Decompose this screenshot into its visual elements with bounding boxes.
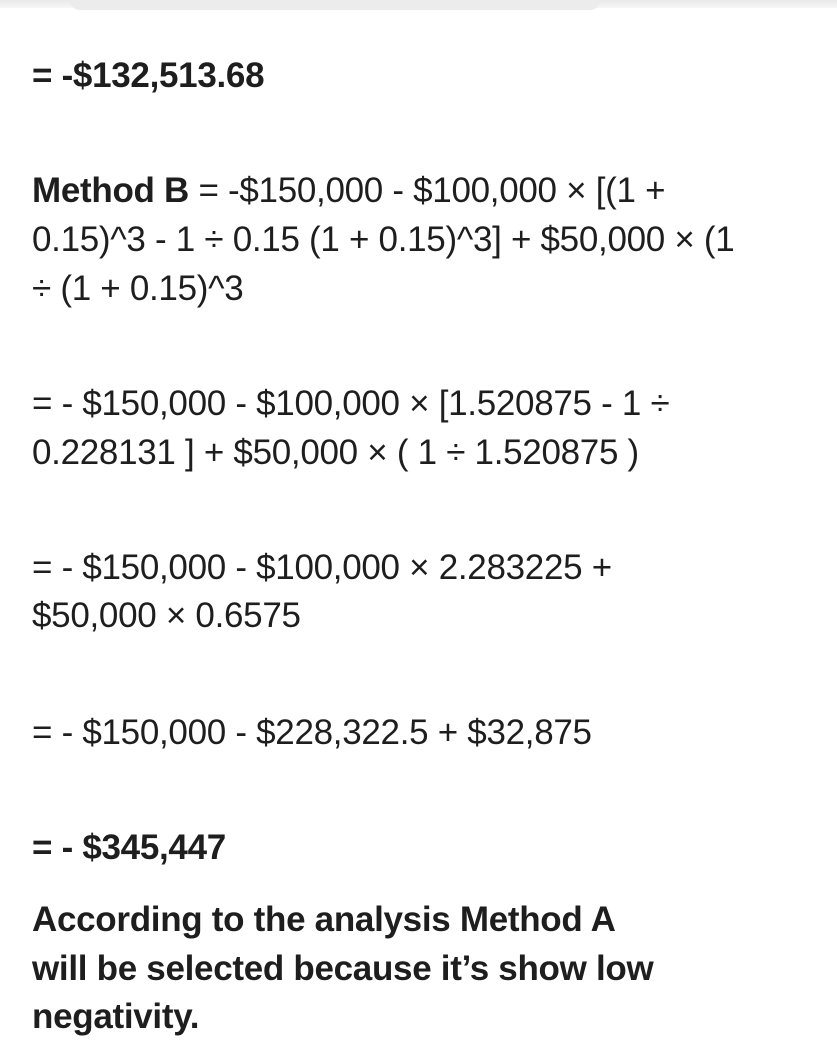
previous-card-edge: [70, 0, 600, 10]
step-3-line-1: = - $150,000 - $228,322.5 + $32,875: [32, 713, 592, 752]
step-1-line-2: 0.228131 ] + $50,000 × ( 1 ÷ 1.520875 ): [32, 433, 639, 472]
step-1-line-1: = - $150,000 - $100,000 × [1.520875 - 1 ÷: [32, 384, 670, 423]
step-2-line-2: $50,000 × 0.6575: [32, 596, 301, 635]
method-b-formula-start: = -$150,000 - $100,000 × [(1 +: [189, 171, 666, 210]
method-b-equation-line-2: 0.15)^3 - 1 ÷ 0.15 (1 + 0.15)^3] + $50,000 × (1: [32, 220, 735, 259]
method-b-label: Method B: [32, 171, 190, 210]
conclusion-line-3: negativity.: [32, 997, 200, 1036]
conclusion-line-2: will be selected because it’s show low: [32, 949, 654, 988]
conclusion-line-1: According to the analysis Method A: [32, 900, 616, 939]
step-2-line-1: = - $150,000 - $100,000 × 2.283225 +: [32, 548, 612, 587]
method-b-equation-line-3: ÷ (1 + 0.15)^3: [32, 269, 244, 308]
result-method-b: = - $345,447: [32, 828, 226, 867]
top-edge-shadow: [0, 0, 837, 8]
method-b-equation-line-1: [32, 167, 665, 215]
result-method-a: = -$132,513.68: [32, 56, 265, 95]
